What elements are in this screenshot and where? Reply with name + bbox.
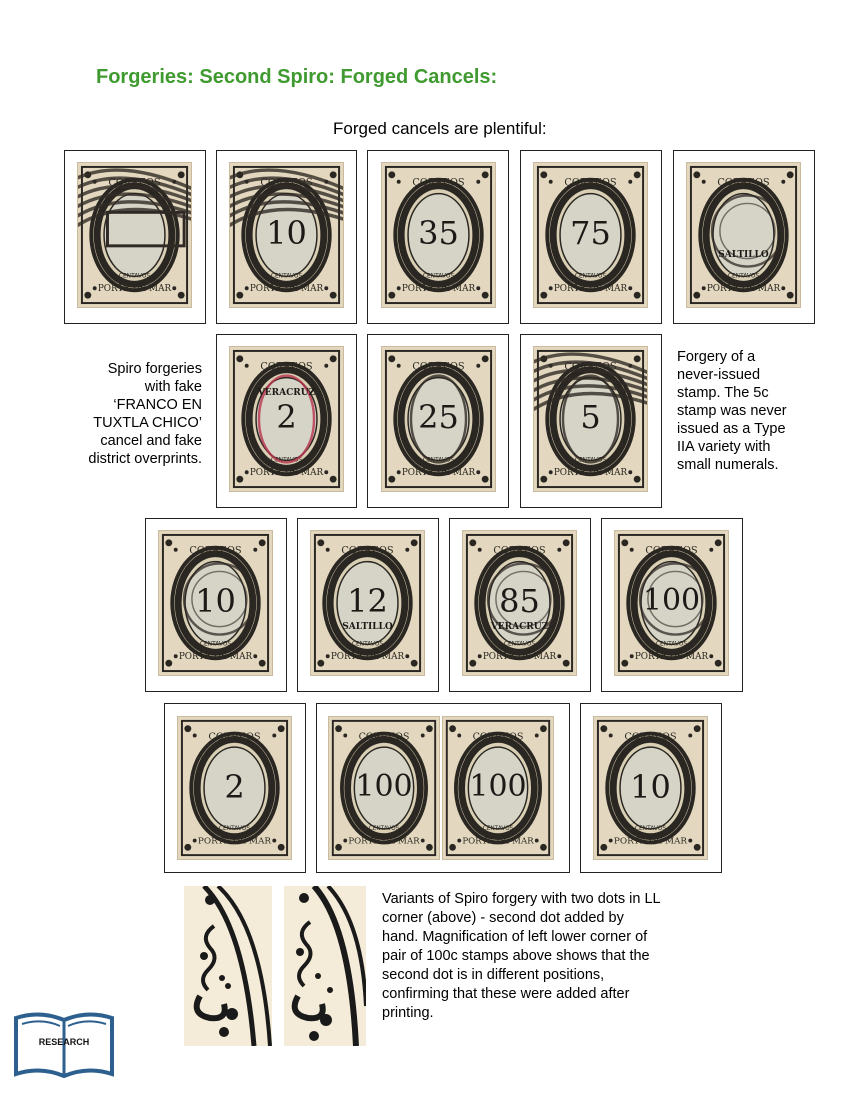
stamp-top-label: CORREOS	[645, 545, 698, 557]
stamp-centavos-label: CENTAVOS	[199, 641, 232, 648]
stamp-value-numeral: 10	[195, 581, 236, 620]
research-logo-label: RESEARCH	[38, 1037, 90, 1047]
stamp-design	[78, 163, 191, 307]
stamp	[158, 530, 273, 676]
stamp-top-label: CORREOS	[341, 545, 394, 557]
bottom-note-line: hand. Magnification of left lower corner of	[382, 929, 648, 945]
left-note-line: TUXTLA CHICO’	[93, 415, 202, 431]
stamp	[310, 530, 425, 676]
stamp-centavos-label: CENTAVOS	[655, 641, 688, 648]
stamp	[381, 162, 496, 308]
stamp-centavos-label: CENTAVOS	[422, 273, 455, 280]
stamp-top-label: CORREOS	[717, 177, 770, 189]
stamp-bottom-label: PORTE DE MAR	[330, 652, 405, 663]
bottom-note-line: confirming that these were added after	[382, 986, 630, 1002]
right-note-line: never-issued	[677, 367, 761, 383]
right-note-line: issued as a Type	[677, 421, 786, 437]
stamp	[593, 716, 708, 860]
left-note-line: with fake	[144, 379, 202, 395]
stamp-bottom-label: PORTE DE MAR	[401, 284, 476, 295]
stamp-centavos-label: CENTAVOS	[422, 457, 455, 464]
stamp-top-label: CORREOS	[260, 361, 313, 373]
stamp-value-numeral: 25	[418, 397, 459, 436]
stamp-centavos-label: CENTAVOS	[270, 457, 303, 464]
stamp-value-numeral: 85	[499, 581, 540, 620]
stamp-centavos-label: CENTAVOS	[270, 273, 303, 280]
magnified-corner-detail	[284, 886, 366, 1046]
stamp-bottom-label: PORTE DE MAR	[482, 652, 557, 663]
stamp-top-label: CORREOS	[108, 177, 161, 189]
stamp	[533, 162, 648, 308]
stamp-top-label: CORREOS	[472, 731, 524, 743]
stamp-value-numeral: 100	[355, 769, 413, 804]
bottom-note-line: printing.	[382, 1005, 434, 1021]
stamp-district-overprint: VERACRUZ	[257, 388, 316, 398]
stamp-centavos-label: CENTAVOS	[503, 641, 536, 648]
stamp-bottom-label: PORTE DE MAR	[553, 468, 628, 479]
stamp-centavos-label: CENTAVOS	[634, 825, 667, 832]
stamp-value-numeral: 100	[469, 769, 527, 804]
stamp-value-numeral: 10	[630, 767, 671, 806]
stamp-bottom-label: PORTE DE MAR	[249, 468, 324, 479]
stamp-top-label: CORREOS	[412, 177, 465, 189]
left-note-line: ‘FRANCO EN	[113, 397, 202, 413]
right-note	[677, 348, 827, 474]
stamp-top-label: CORREOS	[624, 731, 677, 743]
stamp-bottom-label: PORTE DE MAR	[249, 284, 324, 295]
left-note-line: Spiro forgeries	[107, 361, 202, 377]
stamp-centavos-label: CENTAVOS	[218, 825, 251, 832]
right-note-line: small numerals.	[677, 457, 779, 473]
stamp	[686, 162, 801, 308]
stamp-centavos-label: CENTAVOS	[727, 273, 760, 280]
right-note-line: stamp. The 5c	[677, 385, 769, 401]
bottom-note	[382, 890, 722, 1023]
bottom-note-line: second dot is in different positions,	[382, 967, 605, 983]
stamp	[614, 530, 729, 676]
stamp-value-numeral: 35	[418, 213, 459, 252]
left-note-line: district overprints.	[88, 451, 202, 467]
stamp	[229, 162, 344, 308]
stamp-design	[687, 163, 800, 307]
bottom-note-line: pair of 100c stamps above shows that the	[382, 948, 650, 964]
stamp	[462, 530, 577, 676]
stamp-bottom-label: PORTE DE MAR	[178, 652, 253, 663]
page-title: Forgeries: Second Spiro: Forged Cancels:	[96, 66, 498, 88]
page-subtitle: Forged cancels are plentiful:	[333, 119, 547, 138]
stamp-district-overprint: SALTILLO	[342, 622, 393, 632]
stamp-top-label: CORREOS	[189, 545, 242, 557]
stamp-value-numeral: 2	[276, 397, 297, 436]
stamp-value-numeral: 75	[570, 213, 611, 252]
stamp-bottom-label: PORTE DE MAR	[197, 836, 272, 847]
stamp-district-overprint: VERACRUZ	[490, 622, 549, 632]
stamp	[177, 716, 292, 860]
stamp-centavos-label: CENTAVOS	[482, 825, 514, 832]
stamp-top-label: CORREOS	[260, 177, 313, 189]
stamp-centavos-label: CENTAVOS	[574, 457, 607, 464]
stamp-bottom-label: PORTE DE MAR	[401, 468, 476, 479]
right-note-line: stamp was never	[677, 403, 787, 419]
right-note-line: IIA variety with	[677, 439, 771, 455]
stamp	[328, 716, 440, 860]
stamp	[533, 346, 648, 492]
stamp-bottom-label: PORTE DE MAR	[553, 284, 628, 295]
stamp-top-label: CORREOS	[564, 177, 617, 189]
stamp-bottom-label: PORTE DE MAR	[706, 284, 781, 295]
bottom-note-line: corner (above) - second dot added by	[382, 910, 624, 926]
stamp-top-label: CORREOS	[358, 731, 410, 743]
stamp-bottom-label: PORTE DE MAR	[613, 836, 688, 847]
stamp-value-numeral: 10	[266, 213, 307, 252]
left-note-line: cancel and fake	[100, 433, 202, 449]
stamp	[381, 346, 496, 492]
stamp-centavos-label: CENTAVOS	[368, 825, 400, 832]
left-note	[60, 360, 202, 468]
stamp-top-label: CORREOS	[493, 545, 546, 557]
bottom-note-line: Variants of Spiro forgery with two dots in LL	[382, 891, 661, 907]
stamp-top-label: CORREOS	[208, 731, 261, 743]
stamp-centavos-label: CENTAVOS	[351, 641, 384, 648]
stamp-top-label: CORREOS	[412, 361, 465, 373]
stamp	[229, 346, 344, 492]
stamp-value-numeral: 12	[347, 581, 388, 620]
stamp	[442, 716, 554, 860]
stamp-bottom-label: PORTE DE MAR	[634, 652, 709, 663]
stamp-district-overprint: SALTILLO	[718, 250, 769, 260]
right-note-line: Forgery of a	[677, 349, 756, 365]
stamp-value-numeral: 100	[642, 583, 701, 618]
stamp-bottom-label: PORTE DE MAR	[462, 836, 534, 847]
stamp-value-numeral: 5	[580, 397, 601, 436]
stamp-value-numeral: 2	[224, 767, 245, 806]
stamp-bottom-label: PORTE DE MAR	[97, 284, 172, 295]
stamp-centavos-label: CENTAVOS	[574, 273, 607, 280]
magnified-corner-detail	[184, 886, 272, 1046]
stamp	[77, 162, 192, 308]
stamp-top-label: CORREOS	[564, 361, 617, 373]
stamp-centavos-label: CENTAVOS	[118, 273, 151, 280]
stamp-bottom-label: PORTE DE MAR	[348, 836, 420, 847]
